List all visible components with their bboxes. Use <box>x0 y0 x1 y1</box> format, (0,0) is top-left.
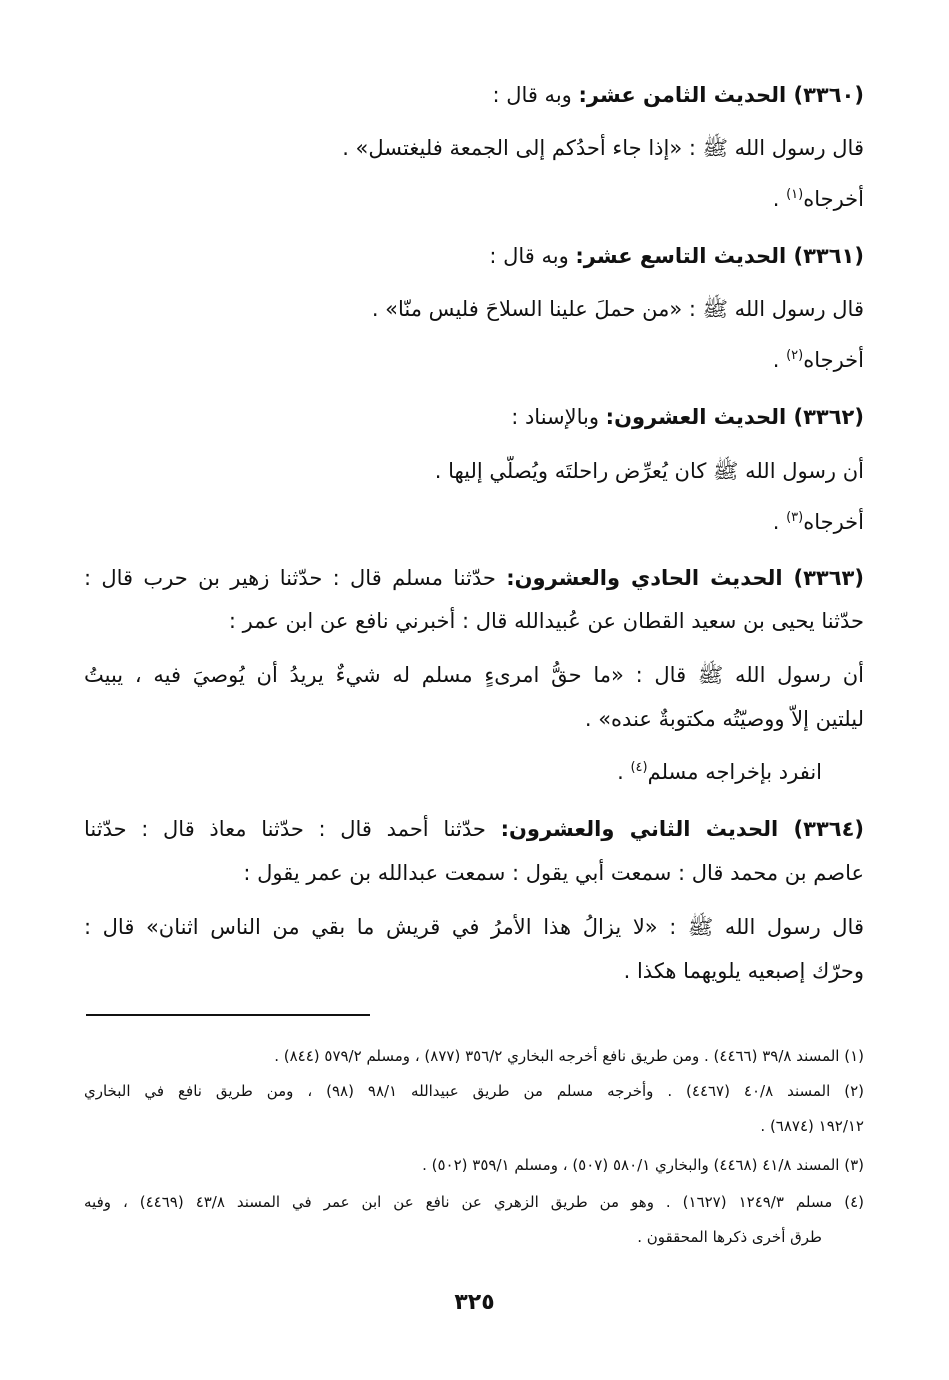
footnote-1: (١) المسند ٣٩/٨ (٤٤٦٦) . ومن طريق نافع أخرجه البخاري ٣٥٦/٢ (٨٧٧) ، ومسلم ٥٧٩/٢ (٨٤٤) . <box>274 1047 864 1065</box>
hadith-3361-takhrij <box>84 345 864 375</box>
hadith-3362-lead: وبالإسناد : <box>511 405 606 429</box>
page-number: ٣٢٥ <box>454 1290 495 1315</box>
hadith-3363-text-line2: ليلتين إلاّ ووصيّتُه مكتوبةٌ عنده» . <box>584 707 864 731</box>
period: . <box>617 760 631 784</box>
hadith-3361-text: قال رسول الله ﷺ : «من حملَ علينا السلاحَ فليس منّا» . <box>371 297 864 321</box>
footnote-divider <box>86 1014 370 1016</box>
hadith-3363-lead: حدّثنا مسلم قال : حدّثنا زهير بن حرب قال : <box>84 566 507 590</box>
footnote-ref-3: (٣) <box>786 510 804 525</box>
footnote-2-line2: ١٩٢/١٢ (٦٨٧٤) . <box>760 1117 864 1135</box>
hadith-3364-heading <box>84 814 864 844</box>
hadith-3362-title: (٣٣٦٢) الحديث العشرون: <box>605 405 864 429</box>
hadith-3364-text-line2: وحرّك إصبعيه يلويهما هكذا . <box>623 959 864 983</box>
period: . <box>772 510 787 534</box>
hadith-3363-text-line1: أن رسول الله ﷺ قال : «ما حقُّ امرىءٍ مسلم له شيءٌ يريدُ أن يُوصيَ فيه ، يبيتُ <box>84 663 864 687</box>
hadith-3361-lead: وبه قال : <box>489 244 576 268</box>
hadith-3360-text: قال رسول الله ﷺ : «إذا جاء أحدُكم إلى الجمعة فليغتسل» . <box>342 136 864 160</box>
takhrij-label: أخرجاه <box>803 510 864 534</box>
takhrij-label: أخرجاه <box>803 187 864 211</box>
footnote-3: (٣) المسند ٤١/٨ (٤٤٦٨) والبخاري ٥٨٠/١ (٥٠٧) ، ومسلم ٣٥٩/١ (٥٠٢) . <box>422 1156 864 1174</box>
takhrij-label: انفرد بإخراجه مسلم <box>647 760 822 784</box>
period: . <box>772 187 787 211</box>
hadith-3363-isnad: حدّثنا يحيى بن سعيد القطان عن عُبيدالله قال : أخبرني نافع عن ابن عمر : <box>228 609 864 633</box>
hadith-3364-title: (٣٣٦٤) الحديث الثاني والعشرون: <box>500 817 864 841</box>
hadith-3361-title: (٣٣٦١) الحديث التاسع عشر: <box>575 244 864 268</box>
footnote-ref-2: (٢) <box>786 348 804 363</box>
hadith-3363-title: (٣٣٦٣) الحديث الحادي والعشرون: <box>506 566 864 590</box>
footnote-ref-1: (١) <box>786 187 804 202</box>
hadith-3362-takhrij <box>84 507 864 537</box>
hadith-3360-takhrij <box>84 184 864 214</box>
footnote-2-line1: (٢) المسند ٤٠/٨ (٤٤٦٧) . وأخرجه مسلم من طريق عبيدالله ٩٨/١ (٩٨) ، ومن طريق نافع في البخاري <box>84 1082 864 1100</box>
hadith-3363-heading <box>84 563 864 593</box>
hadith-3360-heading <box>84 80 864 110</box>
takhrij-label: أخرجاه <box>803 348 864 372</box>
hadith-3364-isnad: عاصم بن محمد قال : سمعت أبي يقول : سمعت عبدالله بن عمر يقول : <box>243 861 864 885</box>
hadith-3360-title: (٣٣٦٠) الحديث الثامن عشر: <box>578 83 864 107</box>
hadith-3363-takhrij <box>84 757 822 787</box>
footnote-ref-4: (٤) <box>630 760 648 775</box>
hadith-3362-text: أن رسول الله ﷺ كان يُعرِّض راحلتَه ويُصلّي إليها . <box>434 459 864 483</box>
hadith-3364-text-line1: قال رسول الله ﷺ : «لا يزالُ هذا الأمرُ في قريش ما بقي من الناس اثنان» قال : <box>84 915 864 939</box>
footnote-4-line1: (٤) مسلم ١٢٤٩/٣ (١٦٢٧) . وهو من طريق الزهري عن نافع عن ابن عمر في المسند ٤٣/٨ (٤٤٦٩) ، وفيه <box>84 1193 864 1211</box>
hadith-3362-heading <box>84 402 864 432</box>
period: . <box>772 348 787 372</box>
hadith-3360-lead: وبه قال : <box>492 83 579 107</box>
hadith-3361-heading <box>84 241 864 271</box>
footnote-4-line2: طرق أخرى ذكرها المحققون . <box>637 1228 822 1246</box>
hadith-3364-lead: حدّثنا أحمد قال : حدّثنا معاذ قال : حدّثنا <box>84 817 501 841</box>
